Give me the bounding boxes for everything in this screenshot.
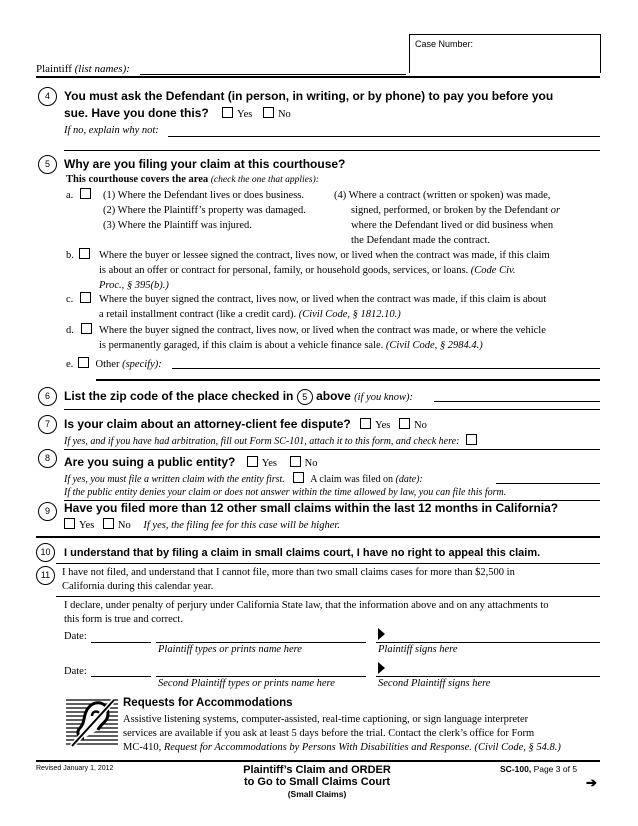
option-a2: (2) Where the Plaintiff’s property was damaged. <box>103 205 306 216</box>
section-11-rule <box>56 596 600 597</box>
section-8-note2: If the public entity denies your claim or does not answer within the time allowed by law, you can file this form. <box>64 487 507 498</box>
plaintiff-sign-caption: Plaintiff signs here <box>378 644 458 655</box>
option-b <box>66 248 94 263</box>
option-e-checkbox[interactable] <box>78 357 89 368</box>
form-title-line2: to Go to Small Claims Court <box>243 776 391 788</box>
plaintiff-label-text: Plaintiff <box>36 63 72 75</box>
option-c-text <box>99 292 546 322</box>
option-d-line2: is permanently garaged, if this claim is about a vehicle finance sale. <box>99 340 386 351</box>
option-b-line2: is about an offer or contract for personal, family, or household goods, services, or loans. <box>99 265 471 276</box>
option-a4 <box>334 188 560 248</box>
option-d <box>66 323 96 338</box>
declaration-line2: this form is true and correct. <box>64 614 183 625</box>
sign-arrow-2-icon <box>378 662 385 677</box>
accommodations-line1: Assistive listening systems, computer-assisted, real-time captioning, or sign language interpreter <box>123 714 529 725</box>
section-8-yes-checkbox[interactable] <box>247 456 258 467</box>
option-b-checkbox[interactable] <box>79 248 90 259</box>
section-4-rule <box>64 150 600 151</box>
accommodations-form-title: Request for Accommodations by Persons With Disabilities and Response <box>163 742 470 753</box>
option-d-line1: Where the buyer signed the contract, lives now, or lived when the contract was made, or where the vehicle <box>99 325 546 336</box>
option-a-list <box>103 188 306 233</box>
section-8-no-checkbox[interactable] <box>290 456 301 467</box>
plaintiff-hint: (list names): <box>74 63 130 75</box>
option-a4-line1: (4) Where a contract (written or spoken) was made, <box>334 190 551 201</box>
date-field-1[interactable] <box>91 642 151 643</box>
option-c-line1: Where the buyer signed the contract, lives now, or lived when the contract was made, if this claim is about <box>99 294 547 305</box>
second-plaintiff-name-field[interactable] <box>156 676 366 677</box>
section-7-note <box>64 434 481 447</box>
section-7-arbitration-checkbox[interactable] <box>466 434 477 445</box>
section-9-question: Have you filed more than 12 other small claims within the last 12 months in California? <box>64 501 559 515</box>
section-number-10: 10 <box>36 543 55 562</box>
option-c-line2: a retail installment contract (like a credit card). <box>99 309 299 320</box>
section-6-question-above: above <box>316 389 351 404</box>
sign-arrow-1-icon <box>378 628 385 643</box>
accommodations-text <box>123 713 561 755</box>
option-a3: (3) Where the Plaintiff was injured. <box>103 220 252 231</box>
section-8-date-field[interactable] <box>496 483 600 484</box>
revised-date: Revised January 1, 2012 <box>36 765 114 772</box>
date-label-1: Date: <box>64 631 87 642</box>
section-number-9: 9 <box>38 502 57 521</box>
section-7-rule <box>64 449 600 450</box>
option-b-label: b. <box>66 250 74 261</box>
section-8-no-label: No <box>304 458 318 469</box>
section-11-text <box>62 566 515 594</box>
section-5-rule <box>96 379 600 381</box>
section-9-no-label: No <box>117 520 131 531</box>
section-7-yes-checkbox[interactable] <box>360 418 371 429</box>
section-4-explain-label: If no, explain why not: <box>64 125 159 136</box>
section-8-question <box>64 455 317 469</box>
section-10-rule <box>56 563 600 564</box>
option-a <box>66 188 95 203</box>
section-8-filed-date-label: (date): <box>395 474 423 485</box>
section-number-6: 6 <box>38 387 57 406</box>
section-6-question-text: List the zip code of the place checked in <box>64 389 294 404</box>
section-6-hint: (if you know): <box>354 392 414 404</box>
plaintiff-label <box>36 63 130 75</box>
option-a1: (1) Where the Defendant lives or does business. <box>103 190 304 201</box>
section-4-yes-label: Yes <box>237 109 253 120</box>
option-e <box>66 357 162 372</box>
second-plaintiff-name-caption: Second Plaintiff types or prints name here <box>158 678 335 689</box>
option-e-specify: (specify): <box>122 359 162 370</box>
page-number: Page 3 of 5 <box>533 764 578 774</box>
section-number-11: 11 <box>36 566 55 585</box>
section-10-text: I understand that by filing a claim in small claims court, I have no right to appeal this claim. <box>64 547 541 559</box>
option-b-text <box>99 248 550 293</box>
section-5-covers <box>66 174 319 185</box>
section-5-question: Why are you filing your claim at this courthouse? <box>64 157 346 171</box>
accommodations-line3: MC-410, <box>123 742 164 753</box>
plaintiff-sign-field[interactable] <box>376 642 600 643</box>
case-number-label: Case Number: <box>415 39 474 49</box>
option-b-cite1: (Code Civ. <box>470 265 516 276</box>
accommodations-title: Requests for Accommodations <box>123 697 293 709</box>
section-number-8: 8 <box>38 449 57 468</box>
option-a4-or: or <box>550 205 561 216</box>
option-d-text <box>99 323 546 353</box>
section-7-question-text: Is your claim about an attorney-client fee dispute? <box>64 417 351 431</box>
header-rule <box>36 76 600 78</box>
form-title <box>200 764 434 800</box>
form-subtitle: (Small Claims) <box>287 789 347 799</box>
section-7-yes-label: Yes <box>375 420 391 431</box>
declaration-line1: I declare, under penalty of perjury under California State law, that the information above and on any attachments to <box>64 600 549 611</box>
section-4-no-checkbox[interactable] <box>263 107 274 118</box>
option-c-cite: (Civil Code, § 1812.10.) <box>298 309 401 320</box>
section-8-filed-label: A claim was filed on <box>310 474 396 485</box>
section-7-no-checkbox[interactable] <box>399 418 410 429</box>
date-label-2: Date: <box>64 666 87 677</box>
hearing-assistance-icon <box>64 694 120 752</box>
section-8-note1 <box>64 472 423 485</box>
date-field-2[interactable] <box>91 676 151 677</box>
option-b-cite2: Proc., § 395(b).) <box>99 280 169 291</box>
second-plaintiff-sign-field[interactable] <box>376 676 600 677</box>
plaintiff-name-field[interactable] <box>156 642 366 643</box>
option-d-cite: (Civil Code, § 2984.4.) <box>385 340 483 351</box>
section-9-yes-checkbox[interactable] <box>64 518 75 529</box>
section-6-question <box>64 389 413 405</box>
section-8-yes-label: Yes <box>261 458 277 469</box>
section-11-line2: California during this calendar year. <box>62 581 214 592</box>
section-6-zip-field[interactable] <box>434 401 600 402</box>
section-4-question-line2: sue. Have you done this? <box>64 106 209 120</box>
section-9-answers <box>62 518 340 531</box>
section-5-covers-text: This courthouse covers the area <box>66 174 209 185</box>
option-e-label: e. <box>66 359 74 370</box>
section-9-note: If yes, the filing fee for this case will be higher. <box>143 520 340 531</box>
section-6-ref-5: 5 <box>297 389 313 405</box>
section-4-question-line1: You must ask the Defendant (in person, in writing, or by phone) to pay you before you <box>64 89 554 103</box>
accommodations-line2: services are available if you ask at least 5 days before the trial. Contact the clerk’s office for Form <box>123 728 535 739</box>
section-number-5: 5 <box>38 155 57 174</box>
section-11-line1: I have not filed, and understand that I cannot file, more than two small claims cases for more than $2,500 in <box>62 567 515 578</box>
section-7-note-text: If yes, and if you have had arbitration, fill out Form SC-101, attach it to this form, and check here: <box>64 436 460 447</box>
option-e-other: Other <box>95 359 123 370</box>
section-9-yes-label: Yes <box>79 520 95 531</box>
section-7-question <box>64 417 427 431</box>
option-e-field[interactable] <box>172 368 600 369</box>
section-4-explain-field[interactable] <box>168 136 600 137</box>
accommodations-cite: . (Civil Code, § 54.8.) <box>469 742 561 753</box>
section-4-question <box>64 89 553 120</box>
section-number-4: 4 <box>38 87 57 106</box>
section-5-covers-hint: (check the one that applies): <box>210 175 319 185</box>
form-number-code: SC-100, <box>500 764 532 774</box>
section-8-question-text: Are you suing a public entity? <box>64 455 236 469</box>
form-title-line1: Plaintiff’s Claim and ORDER <box>243 764 391 776</box>
option-a4-line3: where the Defendant lived or did business when <box>351 220 554 231</box>
footer-rule <box>36 760 600 762</box>
second-plaintiff-sign-caption: Second Plaintiff signs here <box>378 678 491 689</box>
option-d-label: d. <box>66 325 74 336</box>
next-page-arrow-icon: ➔ <box>586 775 597 790</box>
option-a-checkbox[interactable] <box>80 188 91 199</box>
option-c-checkbox[interactable] <box>80 292 91 303</box>
option-b-line1: Where the buyer or lessee signed the contract, lives now, or lived when the contract was made, if this claim <box>99 250 550 261</box>
section-6-rule <box>64 409 600 410</box>
section-number-7: 7 <box>38 415 57 434</box>
option-c-label: c. <box>66 294 74 305</box>
section-9-no-checkbox[interactable] <box>103 518 114 529</box>
section-4-no-label: No <box>277 109 291 120</box>
section-9-rule <box>36 536 600 538</box>
option-a-label: a. <box>66 190 74 201</box>
section-7-no-label: No <box>413 420 427 431</box>
option-a4-line2: signed, performed, or broken by the Defendant <box>351 205 551 216</box>
option-d-checkbox[interactable] <box>81 323 92 334</box>
option-c <box>66 292 95 307</box>
plaintiff-names-field[interactable] <box>140 74 406 75</box>
declaration <box>64 599 548 627</box>
section-8-note1-text: If yes, you must file a written claim with the entity first. <box>64 474 285 485</box>
form-number <box>500 764 577 774</box>
plaintiff-name-caption: Plaintiff types or prints name here <box>158 644 302 655</box>
option-a4-line4: the Defendant made the contract. <box>351 235 491 246</box>
section-4-yes-checkbox[interactable] <box>222 107 233 118</box>
section-8-claim-filed-checkbox[interactable] <box>293 472 304 483</box>
